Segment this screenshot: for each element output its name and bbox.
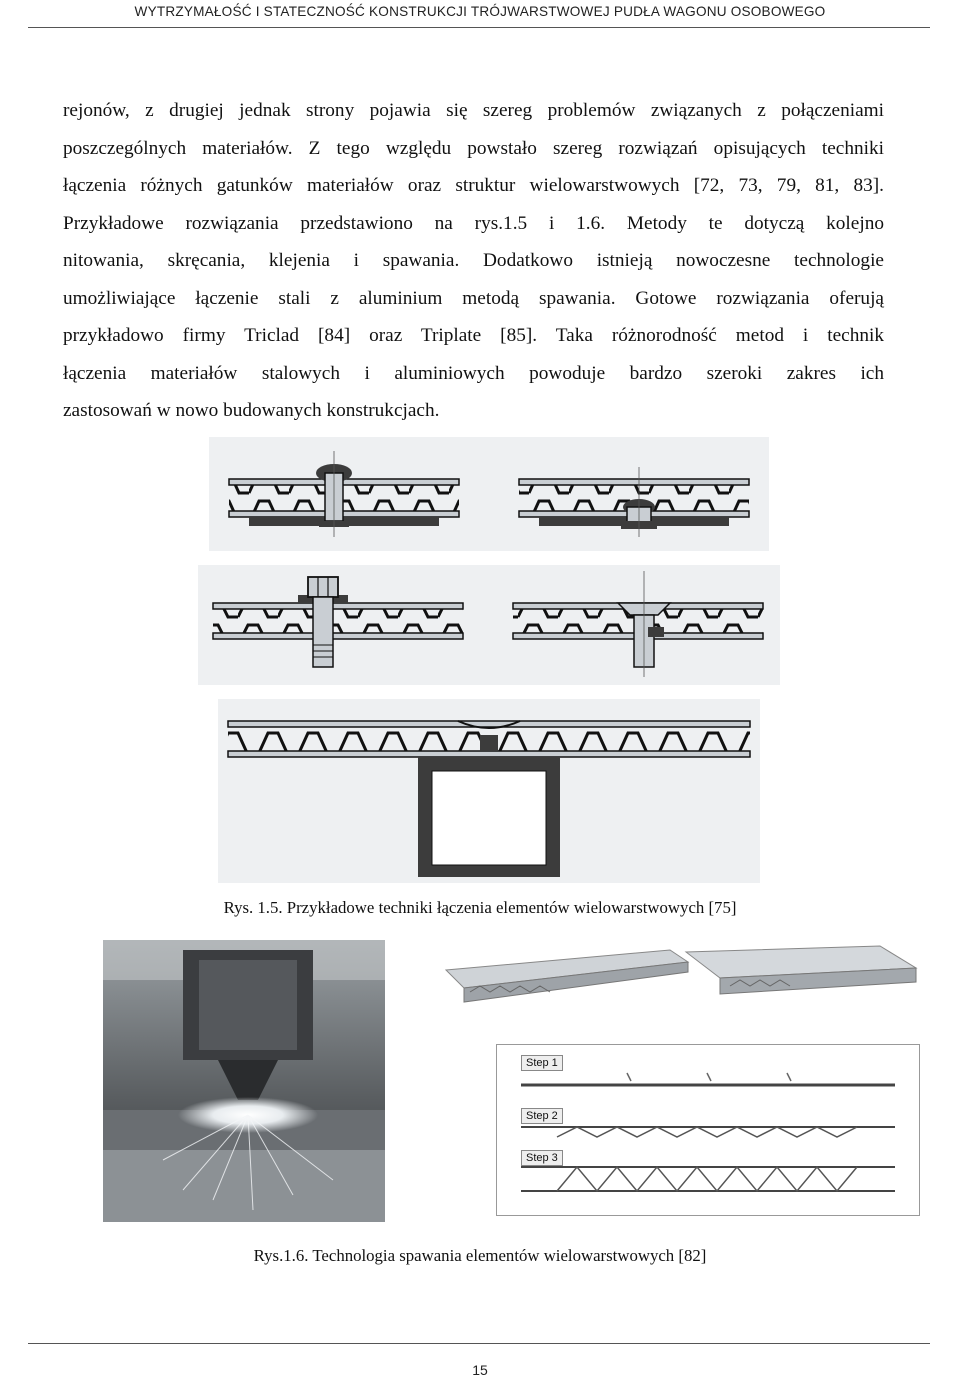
figure-caption: Rys. 1.5. Przykładowe techniki łączenia elementów wielowarstwowych [75] <box>223 898 737 917</box>
step-1-label: Step 1 <box>521 1055 563 1071</box>
rivet-joint-diagram <box>209 437 769 551</box>
bolt-joint-diagram <box>198 565 780 685</box>
body-line: poszczególnych materiałów. Z tego względu powstało szereg rozwiązań opisujących techniki <box>63 137 884 159</box>
body-line: nitowania, skręcania, klejenia i spawania. Dodatkowo istnieją nowoczesne technologie <box>63 250 884 271</box>
laser-welding-photo <box>103 940 385 1222</box>
page-number: 15 <box>472 1362 488 1378</box>
sandwich-panel-image <box>440 940 920 1020</box>
body-line: Przykładowe rozwiązania przedstawiono na rys.1.5 i 1.6. Metody te dotyczą kolejno <box>63 212 884 234</box>
welding-steps-diagram <box>496 1044 920 1216</box>
figure-caption: Rys.1.6. Technologia spawania elementów wielowarstwowych [82] <box>253 1246 707 1265</box>
body-line: łączenia różnych gatunków materiałów oraz struktur wielowarstwowych [72, 73, 79, 81, 83]. <box>63 175 884 196</box>
footer-divider <box>28 1343 930 1344</box>
header-divider <box>28 27 930 28</box>
step-3-label: Step 3 <box>521 1150 563 1166</box>
body-paragraph <box>63 92 884 430</box>
step-2-label: Step 2 <box>521 1108 563 1124</box>
body-line: umożliwiające łączenie stali z aluminium metodą spawania. Gotowe rozwiązania oferują <box>63 287 884 309</box>
welded-joint-diagram <box>218 699 760 883</box>
body-line: łączenia materiałów stalowych i aluminiowych powoduje bardzo szeroki zakres ich <box>63 362 884 384</box>
running-header: WYTRZYMAŁOŚĆ I STATECZNOŚĆ KONSTRUKCJI TRÓJWARSTWOWEJ PUDŁA WAGONU OSOBOWEGO <box>134 4 826 19</box>
body-line: zastosowań w nowo budowanych konstrukcjach. <box>63 400 440 421</box>
body-line: przykładowo firmy Triclad [84] oraz Triplate [85]. Taka różnorodność metod i technik <box>63 325 884 346</box>
body-line: rejonów, z drugiej jednak strony pojawia się szereg problemów związanych z połączeniami <box>63 100 884 121</box>
